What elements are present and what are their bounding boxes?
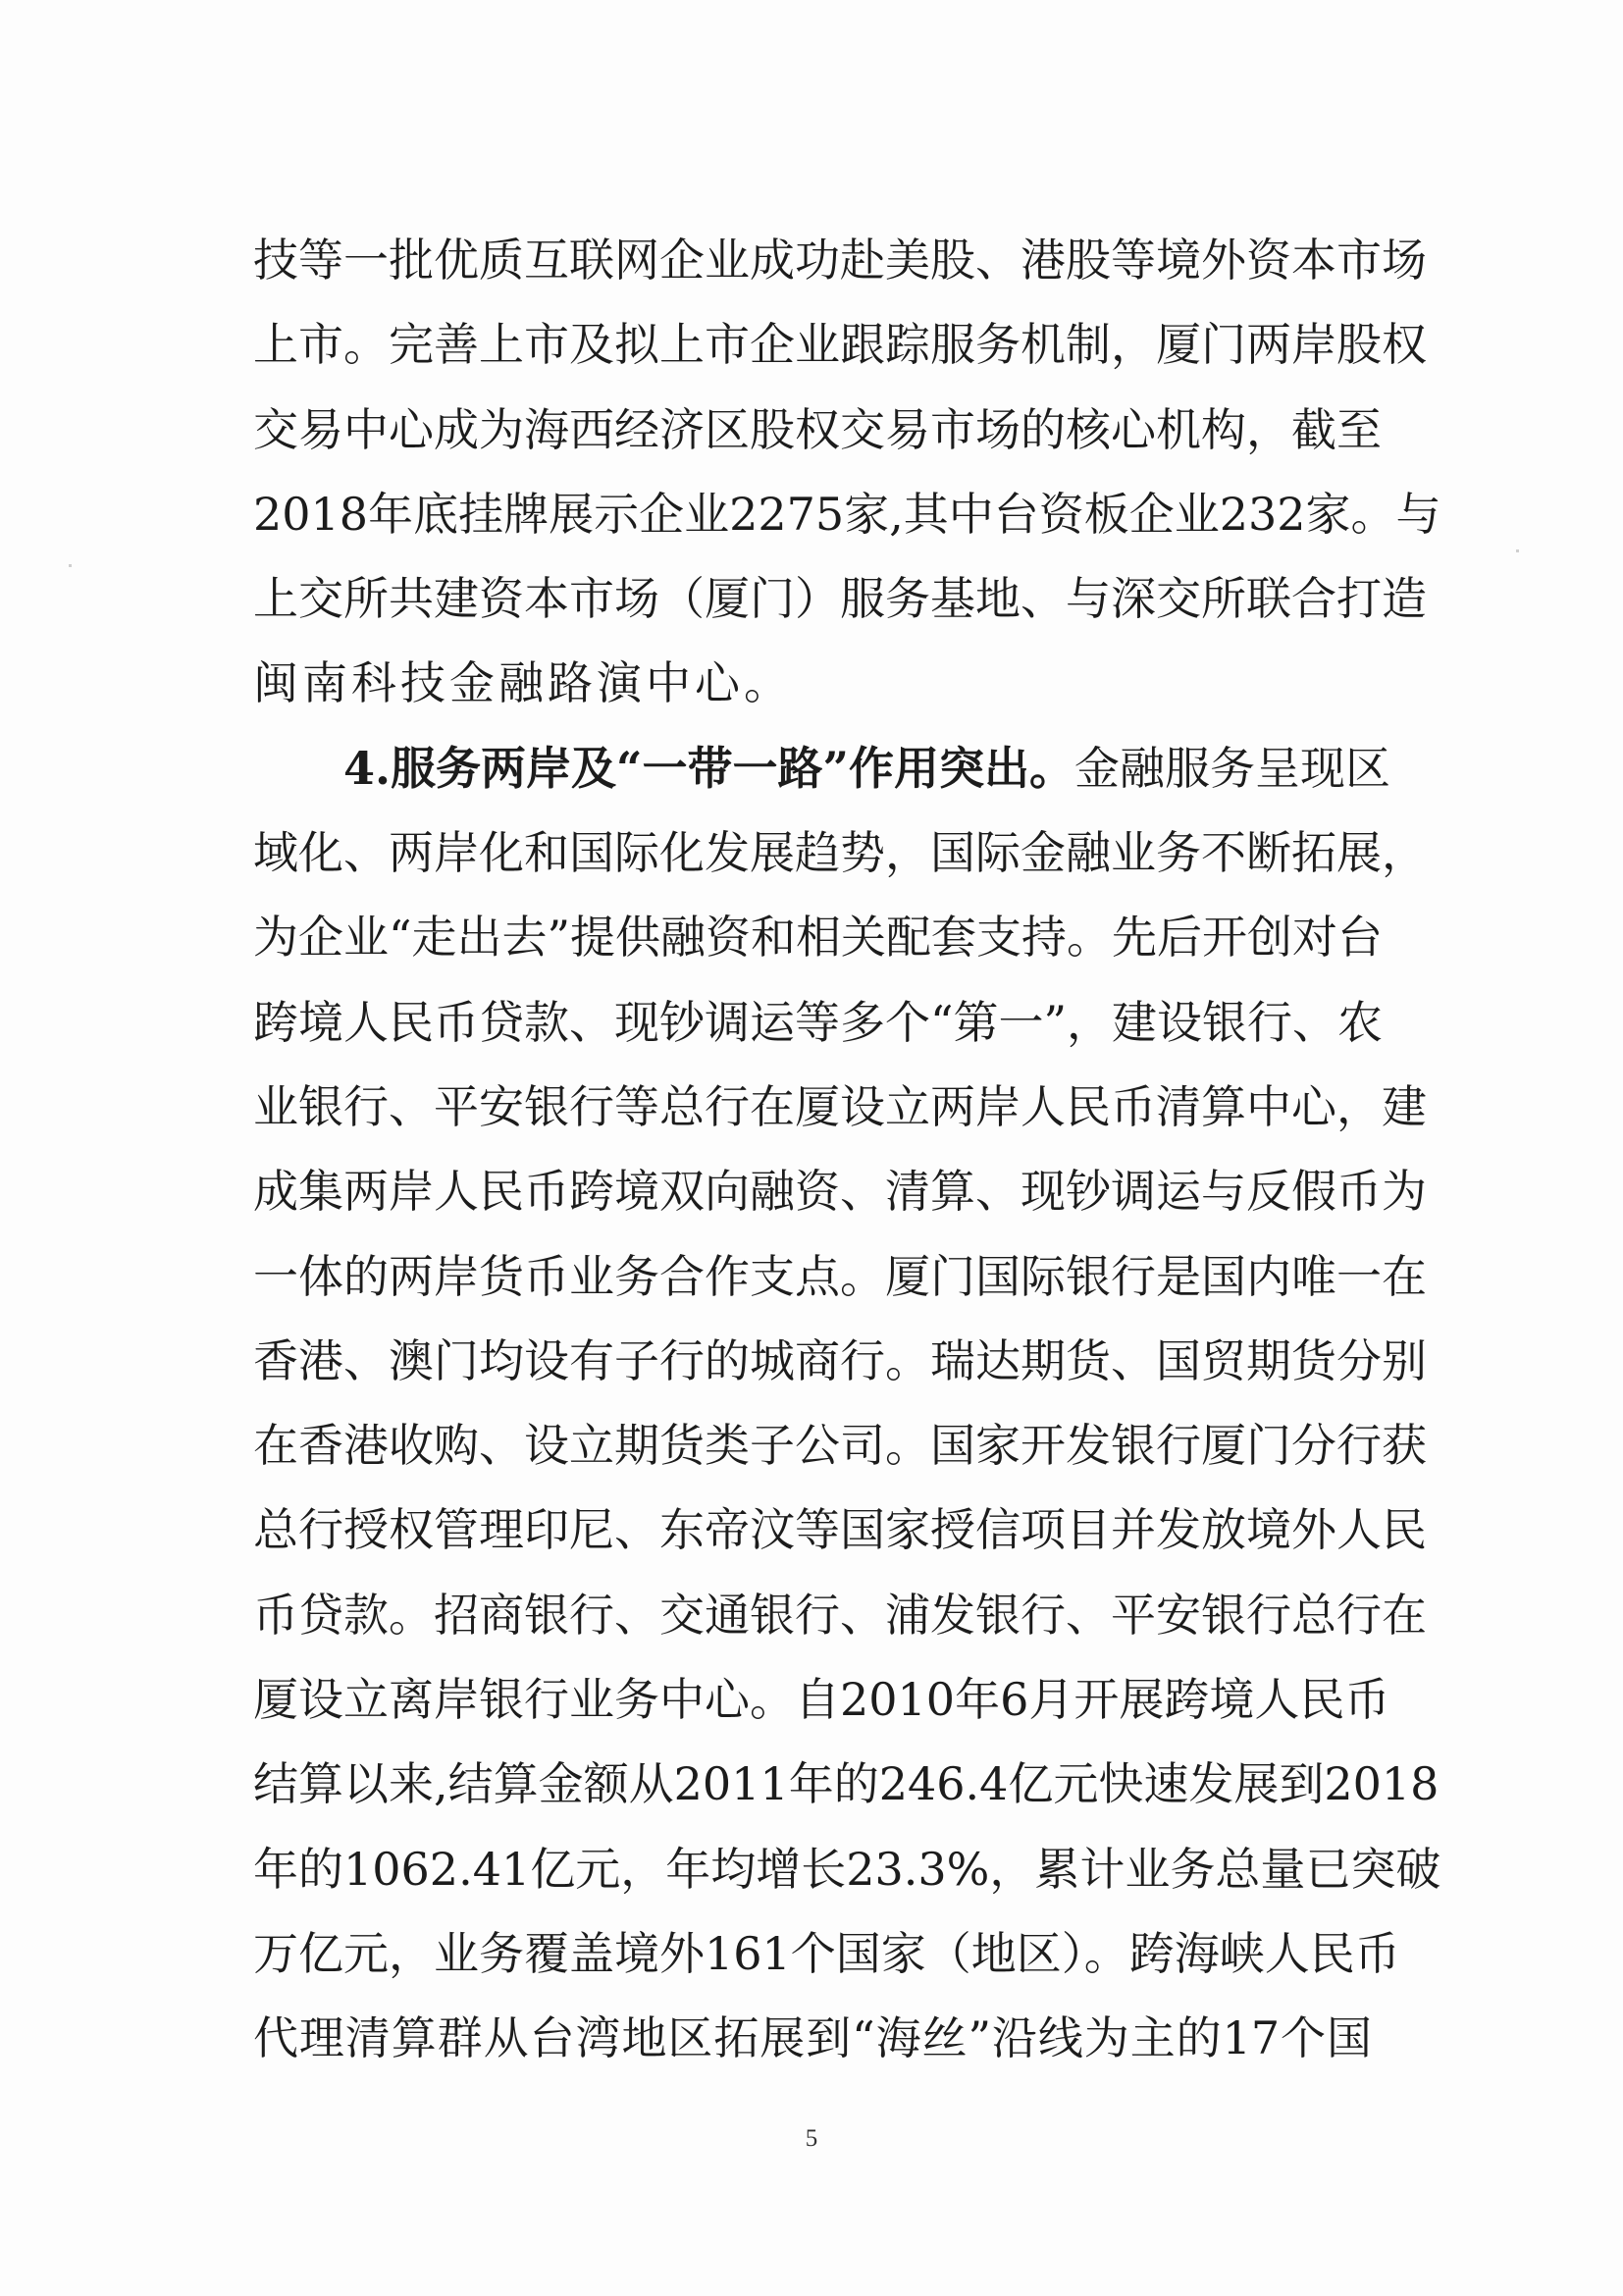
text-line: 跨境人民币贷款、现钞调运等多个“第一”，建设银行、农 bbox=[253, 995, 1384, 1049]
section-heading-line bbox=[253, 726, 1390, 810]
text-line: 香港、澳门均设有子行的城商行。瑞达期货、国贸期货分别 bbox=[253, 1333, 1427, 1387]
text-line: 成集两岸人民币跨境双向融资、清算、现钞调运与反假币为 bbox=[253, 1165, 1427, 1219]
page-number: 5 bbox=[805, 2125, 818, 2152]
text-line: 上交所共建资本市场（厦门）服务基地、与深交所联合打造 bbox=[253, 572, 1427, 626]
text-line: 在香港收购、设立期货类子公司。国家开发银行厦门分行获 bbox=[253, 1419, 1427, 1473]
text-line: 交易中心成为海西经济区股权交易市场的核心机构，截至 bbox=[253, 402, 1382, 456]
text-line: 万亿元，业务覆盖境外161个国家（地区）。跨海峡人民币 bbox=[253, 1926, 1400, 1980]
text-run: 金融服务呈现区 bbox=[1073, 741, 1390, 795]
scan-artifact bbox=[69, 564, 72, 567]
text-line: 域化、两岸化和国际化发展趋势，国际金融业务不断拓展， bbox=[253, 826, 1427, 880]
text-line: 厦设立离岸银行业务中心。自2010年6月开展跨境人民币 bbox=[253, 1673, 1390, 1727]
text-line: 年的1062.41亿元，年均增长23.3%，累计业务总量已突破 bbox=[253, 1842, 1441, 1896]
text-line: 币贷款。招商银行、交通银行、浦发银行、平安银行总行在 bbox=[253, 1588, 1427, 1642]
section-heading: 4.服务两岸及“一带一路”作用突出。 bbox=[343, 741, 1074, 795]
text-line: 业银行、平安银行等总行在厦设立两岸人民币清算中心，建 bbox=[253, 1079, 1427, 1133]
text-line: 总行授权管理印尼、东帝汶等国家授信项目并发放境外人民 bbox=[253, 1503, 1427, 1557]
text-line: 为企业“走出去”提供融资和相关配套支持。先后开创对台 bbox=[253, 911, 1384, 965]
body-text bbox=[253, 218, 1441, 2081]
text-line: 一体的两岸货币业务合作支点。厦门国际银行是国内唯一在 bbox=[253, 1249, 1427, 1303]
text-line: 2018年底挂牌展示企业2275家,其中台资板企业232家。与 bbox=[253, 487, 1441, 541]
text-line: 结算以来,结算金额从2011年的246.4亿元快速发展到2018 bbox=[253, 1757, 1440, 1811]
text-line: 闽南科技金融路演中心。 bbox=[253, 656, 793, 710]
text-line: 代理清算群从台湾地区拓展到“海丝”沿线为主的17个国 bbox=[253, 2011, 1372, 2065]
text-line: 上市。完善上市及拟上市企业跟踪服务机制，厦门两岸股权 bbox=[253, 318, 1427, 372]
scan-artifact bbox=[1516, 549, 1519, 552]
text-line: 技等一批优质互联网企业成功赴美股、港股等境外资本市场 bbox=[253, 234, 1427, 287]
